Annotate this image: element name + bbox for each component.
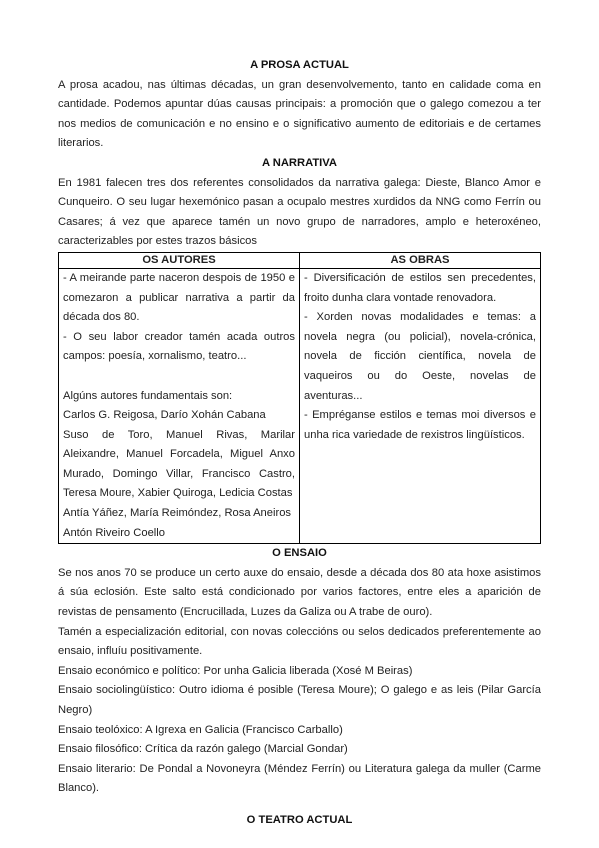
obras-cell	[300, 268, 541, 543]
col-header-autores: OS AUTORES	[59, 252, 300, 268]
autores-cell	[59, 268, 300, 543]
narrativa-table	[58, 252, 541, 544]
section-title-prosa: A PROSA ACTUAL	[250, 59, 349, 71]
ensaio-paragraph: Ensaio literario: De Pondal a Novoneyra (Méndez Ferrín) ou Literatura galega da muller (Carme Blanco).	[58, 762, 541, 795]
narrativa-intro: En 1981 falecen tres dos referentes consolidados da narrativa galega: Dieste, Blanco Amor e Cunqueiro. O seu lugar hexemónico pasan a ocupalo mestres xurdidos da NNG como Ferrín ou Casares; á vez que aparece tamén un novo grupo de narradores, amplo e heteroxéneo, caracterizables por estes trazos básicos	[58, 176, 541, 248]
obras-item: - Empréganse estilos e temas moi diversos e unha rica variedade de rexistros lingüísticos.	[304, 409, 536, 441]
ensaio-paragraph: Se nos anos 70 se produce un certo auxe do ensaio, desde a década dos 80 ata hoxe asistimos á súa eclosión. Este salto está condicionado por varios factores, entre eles a aparición de revistas de pensamento (Encrucillada, Luzes da Galiza ou A trabe de ouro).	[58, 566, 541, 619]
section-title-teatro: O TEATRO ACTUAL	[246, 813, 353, 826]
autores-list-item: Carlos G. Reigosa, Darío Xohán Cabana	[63, 409, 266, 422]
document-page	[58, 56, 541, 831]
section-title-narrativa: A NARRATIVA	[262, 156, 337, 169]
autores-item: - O seu labor creador tamén acada outros campos: poesía, xornalismo, teatro...	[63, 330, 295, 363]
table-header-row	[59, 252, 541, 268]
obras-item: - Diversificación de estilos sen precedentes, froito dunha clara vontade renovadora.	[304, 271, 536, 304]
ensaio-paragraph: Ensaio sociolingüístico: Outro idioma é posible (Teresa Moure); O galego e as leis (Pilar García Negro)	[58, 684, 541, 716]
spacer	[63, 367, 295, 387]
section-title-ensaio: O ENSAIO	[272, 547, 327, 560]
prosa-intro: A prosa acadou, nas últimas décadas, un gran desenvolvemento, tanto en calidade coma en cantidade. Podemos apuntar dúas causas principais: a promoción que o galego comezou a ter nos medios de comunicación e no ensino e o significativo aumento de editoriais e de certames literarios.	[58, 78, 541, 150]
obras-item: - Xorden novas modalidades e temas: a novela negra (ou policial), novela-crónica, novela de ficción científica, novela de vaqueiros ou do Oeste, novelas de aventuras...	[304, 311, 536, 402]
ensaio-paragraph: Ensaio económico e político: Por unha Galicia liberada (Xosé M Beiras)	[58, 664, 413, 677]
ensaio-paragraph: Ensaio teolóxico: A Igrexa en Galicia (Francisco Carballo)	[58, 723, 343, 736]
autores-item: - A meirande parte naceron despois de 1950 e comezaron a publicar narrativa a partir da década dos 80.	[63, 271, 295, 324]
table-row	[59, 268, 541, 543]
ensaio-paragraph: Tamén a especialización editorial, con novas coleccións ou selos dedicados preferentemente ao ensaio, influíu positivamente.	[58, 625, 541, 658]
fundamentais-label: Algúns autores fundamentais son:	[63, 389, 233, 402]
ensaio-paragraph: Ensaio filosófico: Crítica da razón galego (Marcial Gondar)	[58, 743, 348, 756]
autores-list-item: Antón Riveiro Coello	[63, 526, 165, 539]
autores-list-item: Antía Yáñez, María Reimóndez, Rosa Aneiros	[63, 507, 292, 520]
col-header-obras: AS OBRAS	[300, 252, 541, 268]
autores-list-item: Suso de Toro, Manuel Rivas, Marilar Aleixandre, Manuel Forcadela, Miguel Anxo Murado, Domingo Villar, Francisco Castro, Teresa Moure, Xabier Quiroga, Ledicia Costas	[63, 428, 295, 500]
